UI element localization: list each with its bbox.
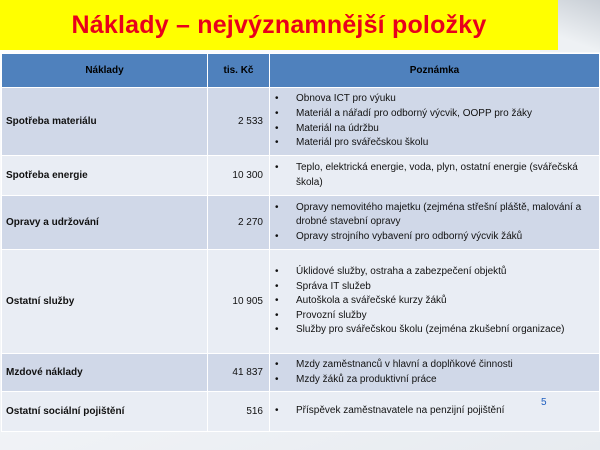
bullet-icon: • xyxy=(275,358,279,370)
note-item xyxy=(270,92,591,107)
note-text: Opravy strojního vybavení pro odborný výcvik žáků xyxy=(296,230,523,242)
cost-name-cell: Ostatní sociální pojištění xyxy=(2,392,208,432)
table-row xyxy=(2,354,600,392)
note-text: Materiál pro svářečskou školu xyxy=(296,137,429,149)
cost-value-cell: 41 837 xyxy=(208,354,270,392)
bullet-icon: • xyxy=(275,373,279,385)
bullet-icon: • xyxy=(275,201,279,213)
bullet-icon: • xyxy=(275,161,279,173)
note-text: Úklidové služby, ostraha a zabezpečení objektů xyxy=(296,266,507,278)
bullet-icon: • xyxy=(275,266,279,278)
note-text: Provozní služby xyxy=(296,309,367,321)
note-list xyxy=(270,262,599,341)
note-text: Obnova ICT pro výuku xyxy=(296,93,396,105)
note-text: Příspěvek zaměstnavatele na penzijní pojištění xyxy=(296,405,505,417)
bullet-icon: • xyxy=(275,107,279,119)
table-row xyxy=(2,250,600,354)
cost-value-cell: 516 xyxy=(208,392,270,432)
note-list xyxy=(270,158,599,193)
note-text: Teplo, elektrická energie, voda, plyn, ostatní energie (svářečská škola) xyxy=(296,161,578,188)
note-item xyxy=(270,373,591,388)
note-text: Služby pro svářečskou školu (zejména zkušební organizace) xyxy=(296,324,565,336)
note-cell xyxy=(270,196,600,250)
title-bar xyxy=(0,0,558,50)
note-list xyxy=(270,401,599,422)
header-note: Poznámka xyxy=(270,54,600,88)
table-row xyxy=(2,88,600,156)
note-text: Mzdy žáků za produktivní práce xyxy=(296,373,437,385)
bullet-icon: • xyxy=(275,93,279,105)
header-amount: tis. Kč xyxy=(208,54,270,88)
note-list xyxy=(270,198,599,248)
bullet-icon: • xyxy=(275,295,279,307)
cost-value-cell: 2 270 xyxy=(208,196,270,250)
page-number: 5 xyxy=(541,397,547,408)
note-item xyxy=(270,230,591,245)
note-item xyxy=(270,309,591,324)
cost-value-cell: 2 533 xyxy=(208,88,270,156)
note-list xyxy=(270,355,599,390)
note-item xyxy=(270,323,591,338)
note-cell xyxy=(270,88,600,156)
note-item xyxy=(270,107,591,122)
cost-name-cell: Ostatní služby xyxy=(2,250,208,354)
note-cell xyxy=(270,392,600,432)
note-text: Správa IT služeb xyxy=(296,280,371,292)
note-item xyxy=(270,358,591,373)
note-item xyxy=(270,161,591,190)
costs-table xyxy=(1,53,600,432)
note-text: Opravy nemovitého majetku (zejména střešní pláště, malování a drobné stavební opravy xyxy=(296,201,582,228)
header-costs: Náklady xyxy=(2,54,208,88)
bullet-icon: • xyxy=(275,122,279,134)
table-row xyxy=(2,156,600,196)
bullet-icon: • xyxy=(275,324,279,336)
table-row xyxy=(2,196,600,250)
note-cell xyxy=(270,354,600,392)
note-text: Materiál a nářadí pro odborný výcvik, OOPP pro žáky xyxy=(296,107,533,119)
note-cell xyxy=(270,156,600,196)
cost-name-cell: Spotřeba materiálu xyxy=(2,88,208,156)
note-list xyxy=(270,89,599,153)
table-header-row xyxy=(2,54,600,88)
bullet-icon: • xyxy=(275,309,279,321)
bullet-icon: • xyxy=(275,137,279,149)
note-text: Materiál na údržbu xyxy=(296,122,379,134)
cost-name-cell: Opravy a udržování xyxy=(2,196,208,250)
cost-name-cell: Spotřeba energie xyxy=(2,156,208,196)
note-item xyxy=(270,201,591,230)
note-item xyxy=(270,280,591,295)
note-item xyxy=(270,294,591,309)
note-item xyxy=(270,122,591,137)
slide-title: Náklady – nejvýznamnější položky xyxy=(71,10,487,39)
cost-name-cell: Mzdové náklady xyxy=(2,354,208,392)
bullet-icon: • xyxy=(275,230,279,242)
note-text: Autoškola a svářečské kurzy žáků xyxy=(296,295,447,307)
bullet-icon: • xyxy=(275,405,279,417)
cost-value-cell: 10 905 xyxy=(208,250,270,354)
note-item xyxy=(270,265,591,280)
table-row xyxy=(2,392,600,432)
note-cell xyxy=(270,250,600,354)
cost-value-cell: 10 300 xyxy=(208,156,270,196)
note-text: Mzdy zaměstnanců v hlavní a doplňkové činnosti xyxy=(296,358,513,370)
bullet-icon: • xyxy=(275,280,279,292)
note-item xyxy=(270,136,591,151)
